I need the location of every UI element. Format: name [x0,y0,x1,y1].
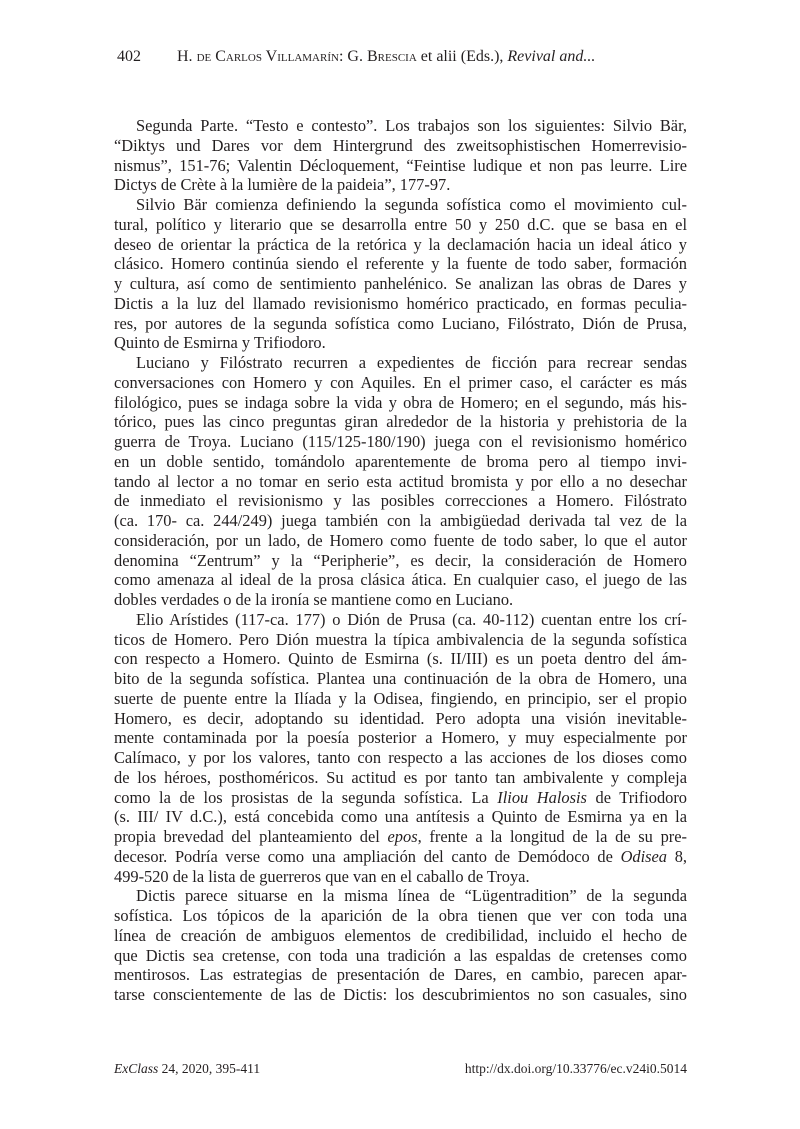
text-line: que Dictis sea cretense, con toda una tradición a las espaldas de cretenses como [114,945,687,965]
page-number: 402 [117,48,141,65]
paragraph [114,116,687,195]
text-line: Calímaco, y por los valores, tanto con respecto a las acciones de los dioses como [114,748,687,767]
text-line: sofística. Los tópicos de la aparición de la obra tienen que ver con toda una [114,906,687,925]
text-line: Elio Arístides (117-ca. 177) o Dión de Prusa (ca. 40-112) cuentan entre los crí- [136,609,687,629]
text-line: Quinto de Esmirna y Trifiodoro. [114,333,326,353]
text-line: guerra de Troya. Luciano (115/125-180/190) juega con el revisionismo homérico [114,432,687,451]
paragraph [114,195,687,353]
running-head [117,47,687,67]
doi-link[interactable]: http://dx.doi.org/10.33776/ec.v24i0.5014 [464,1061,687,1076]
text-line: y cultura, así como de sentimiento panhelénico. Se analizan las obras de Dares y [114,274,687,293]
text-line: tural, político y literario que se desarrolla entre 50 y 250 d.C. que se basa en el [114,214,687,234]
text-line: mente contaminada por la poesía posterior a Homero, y muy especialmente por [114,728,687,748]
author-initial: H. [177,48,197,65]
text-line: línea de creación de ambiguos elementos de credibilidad, incluido el hecho de [114,925,687,945]
text-line: decesor. Podría verse como una ampliación del canto de Demódoco de Odisea 8, [114,846,687,866]
text-line: como amenaza al ideal de la prosa clásica ática. En cualquier caso, el juego de las [114,570,687,590]
text-line: “Diktys und Dares vor dem Hintergrund des zweitsophistischen Homerrevisio- [114,135,687,155]
italic-title: epos [387,827,418,846]
page-footer [114,1060,687,1078]
text-line: de los héroes, posthoméricos. Su actitud es por tanto tan ambivalente y compleja [114,767,687,787]
text-line: de inmediato el revisionismo y las posibles correcciones a Homero. Filóstrato [114,491,687,511]
text-line: conversaciones con Homero y con Aquiles. En el primer caso, el carácter es más [114,372,687,392]
journal-volume: 24, 2020, 395-411 [158,1061,261,1076]
italic-title: Iliou Halosis [497,787,587,807]
text-line: Dictys de Crète à la lumière de la paideia”, 177-97. [114,175,451,195]
text-line: en un doble sentido, tomándolo aparentemente de broma pero al tiempo invi- [114,451,687,471]
text-line: (ca. 170- ca. 244/249) juega también con la ambigüedad derivada tal vez de la [114,511,687,530]
text-line: tando al lector a no tomar en serio esta actitud bromista y por ello a no desechar [114,471,687,491]
text-line: Dictis parece situarse en la misma línea de “Lügentradition” de la segunda [136,886,687,906]
editor-initial: G. [347,48,367,65]
text-line: res, por autores de la segunda sofística como Luciano, Filóstrato, Dión de Prusa, [114,313,687,333]
text-line: Homero, es decir, adoptando su identidad. Pero adopta una visión inevitable- [114,708,687,728]
head-separator: : [338,48,348,65]
text-line: clásico. Homero continúa siendo el referente y la fuente de todo saber, formación [114,254,687,274]
editor-surname: Brescia [366,48,417,65]
author-surname: Carlos Villamarín [215,48,339,65]
text-line: tórico, pues las cinco preguntas giran alrededor de la historia y prehistoria de la [114,412,687,432]
text-line: consideración, por un lado, de Homero como fuente de todo saber, lo que el autor [114,530,687,550]
editor-suffix: et alii (Eds.), [416,48,508,65]
text-line: como la de los prosistas de la segunda sofística. La Iliou Halosis de Trifiodoro [114,787,687,807]
text-line: Dictis a la luz del llamado revisionismo homérico practicado, en formas peculia- [114,293,687,313]
text-line: deseo de orientar la práctica de la retórica y la declamación hacia un ideal ático y [114,234,687,254]
paragraph [114,353,687,610]
italic-title: Odisea [620,846,667,866]
review-body [114,116,687,1005]
text-line: ticos de Homero. Pero Dión muestra la típica ambivalencia de la segunda sofística [114,629,687,649]
text-line: (s. III/ IV d.C.), está concebida como una antítesis a Quinto de Esmirna ya en la [114,807,687,827]
author-particle: de [196,48,216,65]
paragraph [114,886,687,1005]
text-line: suerte de puente entre la Ilíada y la Odisea, fingiendo, en principio, ser el propio [114,688,687,708]
text-line: propia brevedad del planteamiento del epos, frente a la longitud de la de su pre- [114,827,687,846]
text-line: filológico, pues se indaga sobre la vida y obra de Homero; en el segundo, más his- [114,392,687,412]
journal-citation [114,1060,260,1078]
journal-name: ExClass [114,1061,159,1076]
text-line: con respecto a Homero. Quinto de Esmirna (s. II/III) es un poeta dentro del ám- [114,649,687,669]
text-line: tarse conscientemente de las de Dictis: los descubrimientos no son casuales, sino [114,985,687,1004]
paragraph [114,610,687,887]
text-line: bito de la segunda sofística. Plantea una continuación de la obra de Homero, una [114,669,687,688]
text-line: Luciano y Filóstrato recurren a expedientes de ficción para recrear sendas [136,353,687,372]
text-line: mentirosos. Las estrategias de presentación de Dares, en cambio, parecen apar- [114,965,687,985]
text-line: 499-520 de la lista de guerreros que van en el caballo de Troya. [114,866,530,886]
text-line: nismus”, 151-76; Valentin Décloquement, “Feintise ludique et non pas leurre. Lire [114,155,687,175]
text-line: dobles verdades o de la ironía se mantiene como en Luciano. [114,590,514,609]
text-line: Silvio Bär comienza definiendo la segunda sofística como el movimiento cul- [136,195,687,214]
text-line: denomina “Zentrum” y la “Peripherie”, es decir, la consideración de Homero [114,550,687,570]
book-title: Revival and... [507,48,596,65]
text-line: Segunda Parte. “Testo e contesto”. Los trabajos son los siguientes: Silvio Bär, [136,116,687,135]
